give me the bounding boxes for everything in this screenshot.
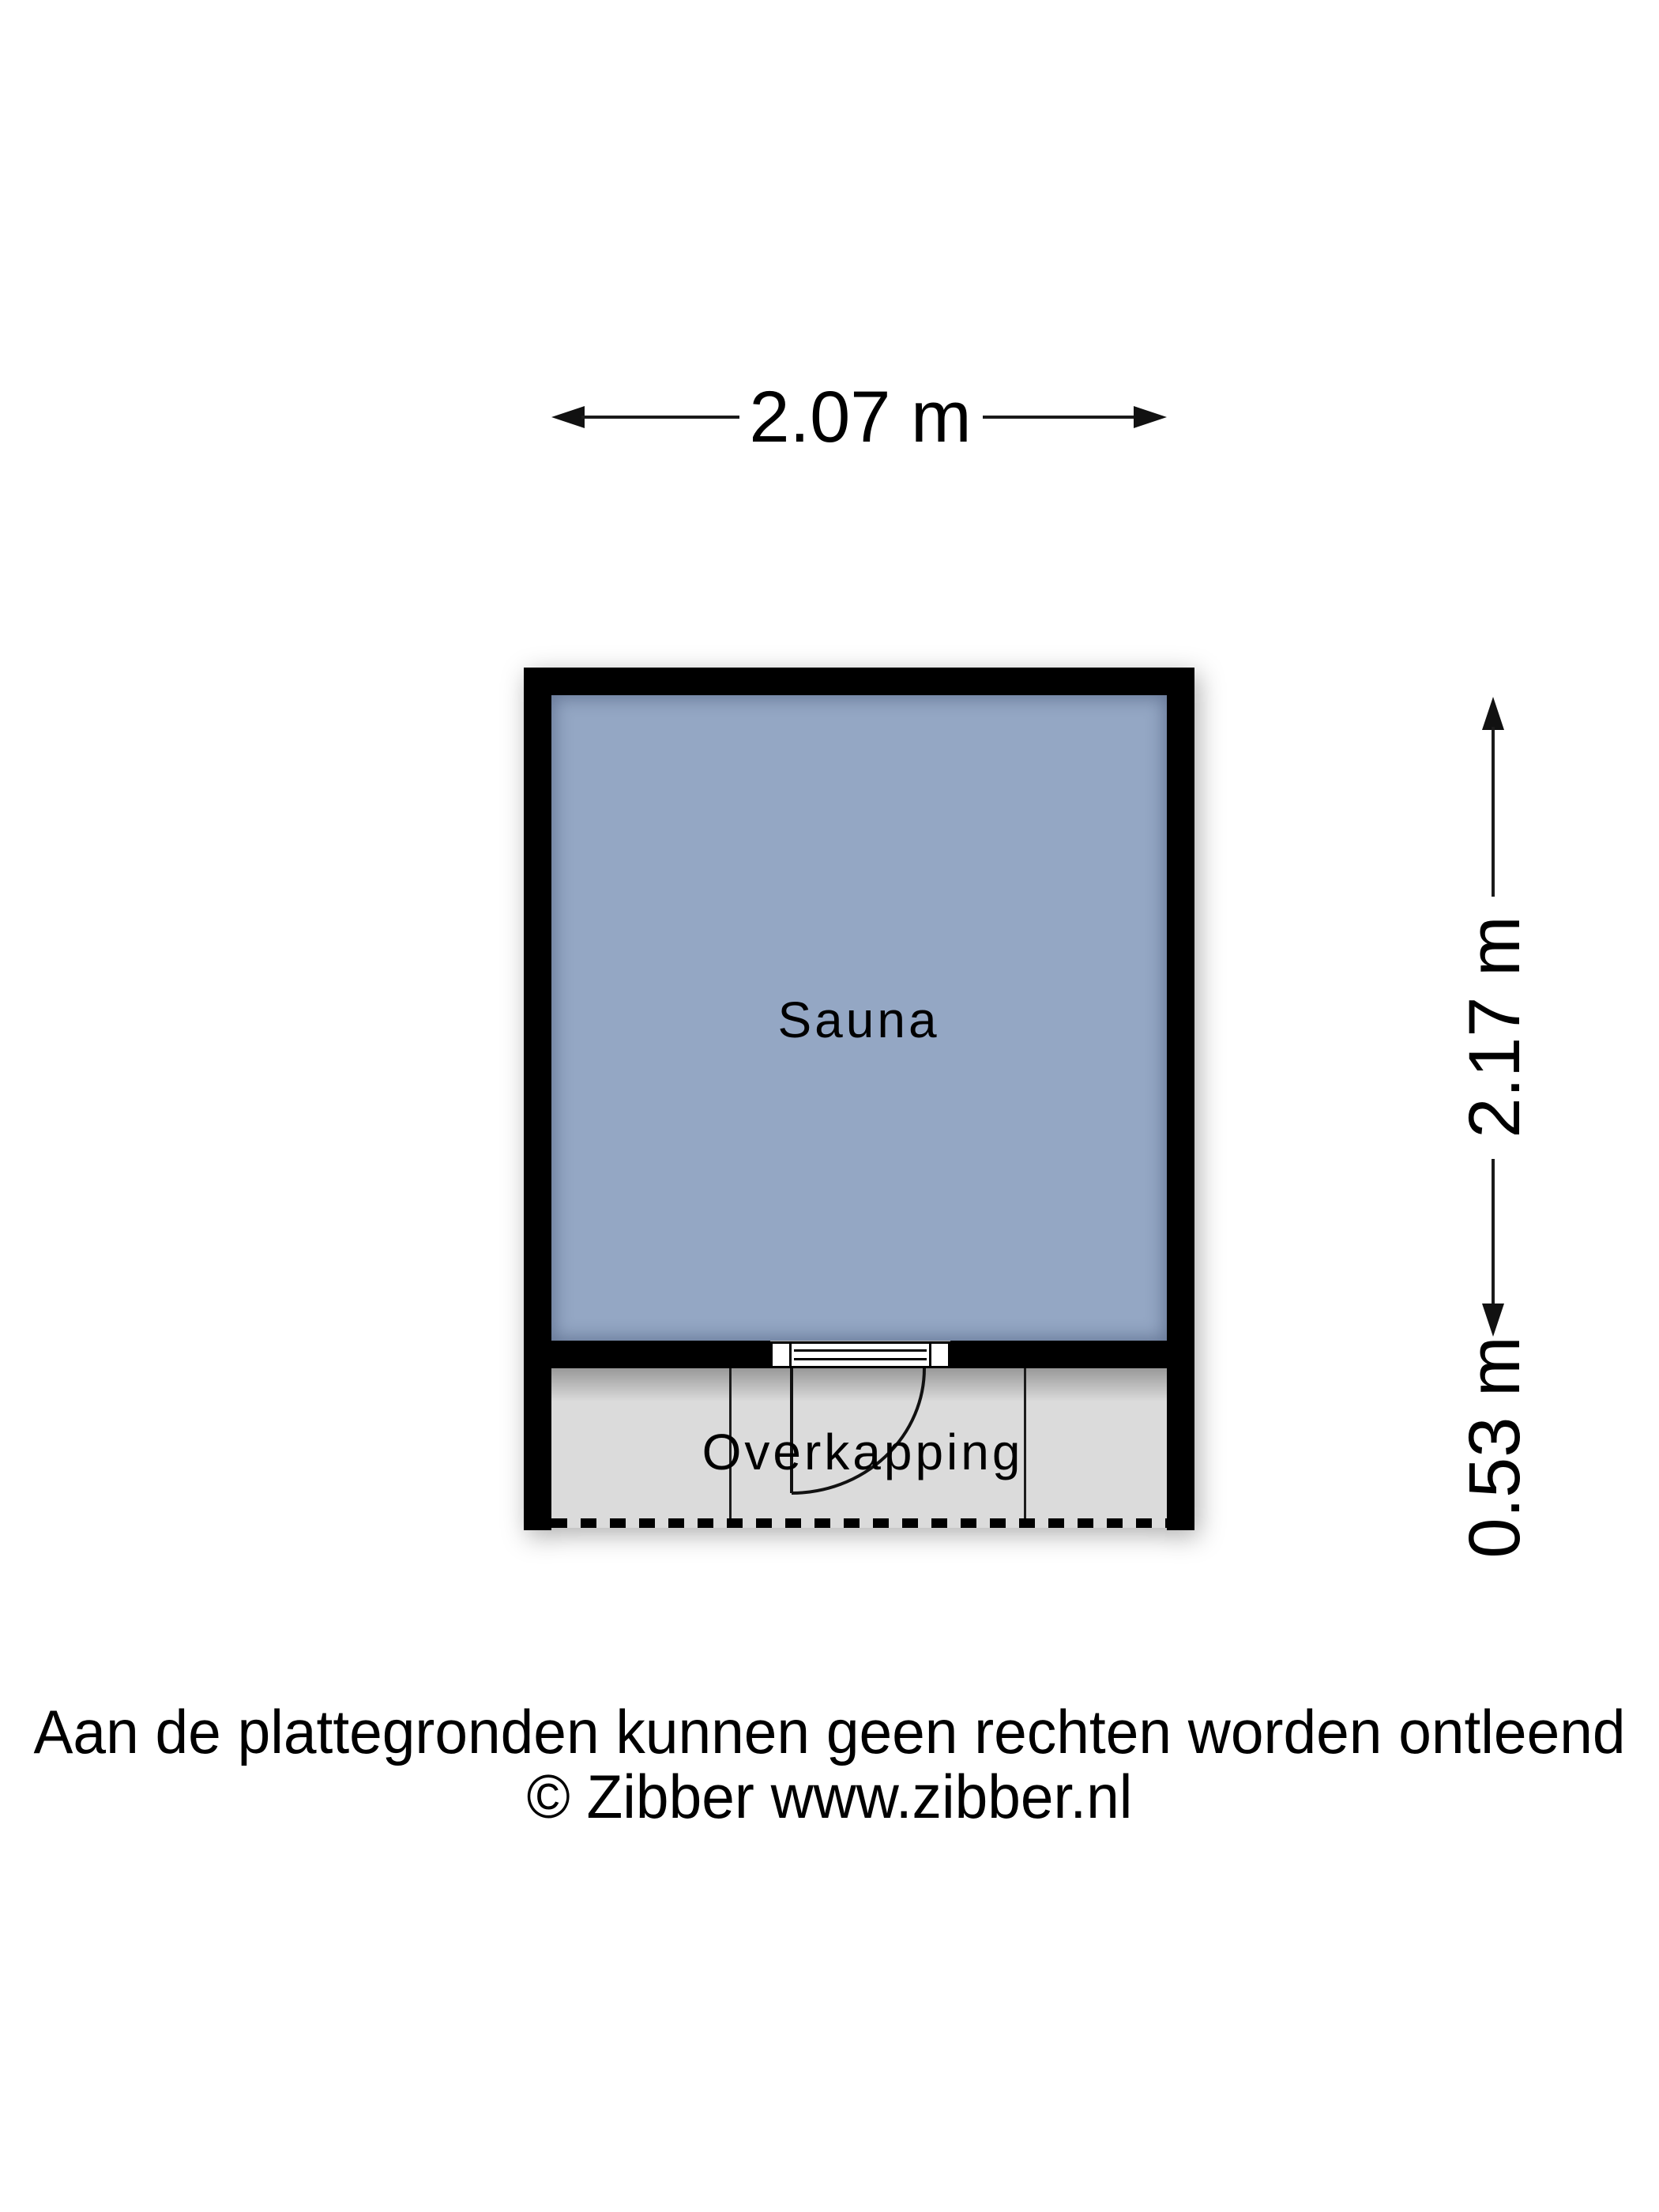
wall-right: [1167, 668, 1194, 1530]
floorplan-drawing: [524, 668, 1194, 1530]
footer: [33, 1697, 1626, 1831]
dim-room-depth-line-bottom: [1492, 1159, 1495, 1306]
room-label-overkapping: Overkapping: [702, 1424, 1024, 1480]
door-threshold: [770, 1341, 950, 1368]
dim-room-depth-label: 2.17 m: [1454, 916, 1535, 1138]
door-threshold-cap-left: [773, 1344, 792, 1366]
door-threshold-slats: [794, 1344, 927, 1366]
arrowhead-left-icon: [551, 406, 585, 428]
room-label-sauna: Sauna: [777, 991, 940, 1048]
disclaimer-text: Aan de plattegronden kunnen geen rechten worden ontleend: [33, 1697, 1626, 1766]
dim-width-label: 2.07 m: [749, 377, 972, 457]
copyright-text: © Zibber www.zibber.nl: [526, 1762, 1133, 1831]
dim-room-depth-line-top: [1492, 727, 1495, 897]
wall-left: [524, 668, 551, 1530]
arrowhead-up-icon: [1482, 697, 1504, 730]
dim-width-line-left: [581, 416, 739, 419]
wall-bottom-left-segment: [524, 1341, 770, 1368]
dim-canopy-depth-label: 0.53 m: [1454, 1336, 1535, 1559]
door-threshold-cap-right: [929, 1344, 948, 1366]
wall-bottom-right-segment: [950, 1341, 1194, 1368]
dim-width-line-right: [983, 416, 1137, 419]
wall-top: [524, 668, 1194, 695]
canopy-open-edge-dashed-line: [551, 1518, 1167, 1528]
arrowhead-right-icon: [1134, 406, 1167, 428]
